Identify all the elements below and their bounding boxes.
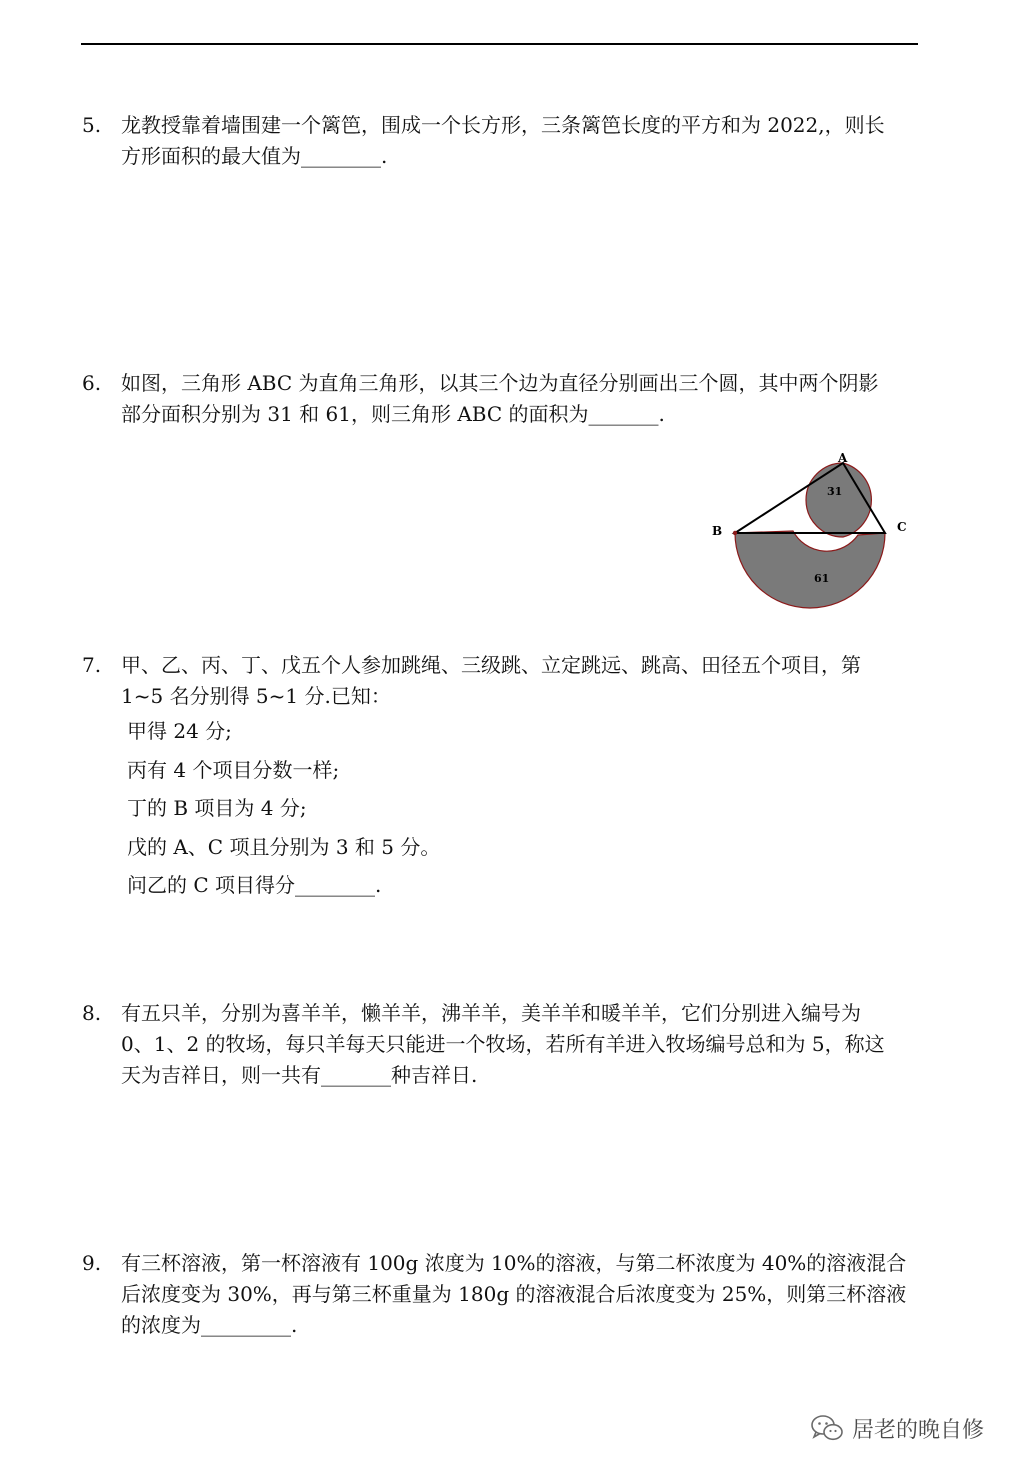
question-number: 9.: [82, 1251, 102, 1275]
condition-line: 甲得 24 分;: [127, 719, 232, 743]
question-7: [82, 650, 918, 905]
vertex-label-c: C: [897, 520, 907, 534]
watermark: [810, 1410, 984, 1446]
condition-line: 丙有 4 个项目分数一样;: [127, 757, 340, 782]
question-text: [121, 1248, 918, 1341]
question-number: 8.: [82, 1001, 102, 1025]
question-line: 部分面积分别为 31 和 61，则三角形 ABC 的面积为_______.: [121, 402, 665, 426]
vertex-label-b: B: [712, 524, 723, 538]
watermark-text: 居老的晚自修: [852, 1417, 985, 1443]
question-line: 的浓度为_________.: [121, 1313, 298, 1337]
question-line: 有三杯溶液，第一杯溶液有 100g 浓度为 10%的溶液，与第二杯浓度为 40%的溶液混合: [121, 1251, 907, 1275]
question-line: 0、1、2 的牧场，每只羊每天只能进一个牧场，若所有羊进入牧场编号总和为 5，称这: [121, 1032, 885, 1056]
question-line: 有五只羊，分别为喜羊羊，懒羊羊，沸羊羊，美羊羊和暖羊羊，它们分别进入编号为: [121, 1001, 861, 1025]
question-line: 甲、乙、丙、丁、戊五个人参加跳绳、三级跳、立定跳远、跳高、田径五个项目，第: [121, 653, 861, 677]
question-text: [121, 998, 918, 1091]
question-6: [82, 368, 918, 430]
question-text: [121, 368, 918, 430]
triangle-circles-figure: [700, 448, 920, 613]
question-text: [121, 650, 918, 905]
shaded-region-61: [735, 531, 885, 608]
wechat-icon: [810, 1414, 844, 1442]
question-line: 后浓度变为 30%，再与第三杯重量为 180g 的溶液混合后浓度变为 25%，则第三杯溶液: [121, 1282, 907, 1306]
question-9: [82, 1248, 918, 1341]
question-line: 方形面积的最大值为________.: [121, 144, 388, 168]
shaded-region-31: [806, 463, 871, 537]
vertex-label-a: A: [838, 451, 848, 465]
region-label-31: 31: [827, 485, 843, 498]
question-line: 如图，三角形 ABC 为直角三角形，以其三个边为直径分别画出三个圆，其中两个阴影: [121, 371, 879, 395]
condition-line: 问乙的 C 项目得分________.: [127, 873, 382, 897]
header-rule: [81, 43, 918, 45]
question-8: [82, 998, 918, 1091]
question-line: 1~5 名分别得 5~1 分.已知：: [121, 684, 391, 708]
question-number: 6.: [82, 371, 102, 395]
question-text: [121, 110, 918, 172]
question-5: [82, 110, 918, 172]
vertex-b-dot: [733, 531, 737, 535]
region-label-61: 61: [814, 572, 830, 585]
question-number: 7.: [82, 653, 102, 677]
question-line: 天为吉祥日，则一共有_______种吉祥日.: [121, 1063, 478, 1087]
condition-line: 丁的 B 项目为 4 分;: [127, 796, 307, 820]
condition-line: 戊的 A、C 项且分别为 3 和 5 分。: [127, 834, 441, 859]
question-line: 龙教授靠着墙围建一个篱笆，围成一个长方形，三条篱笆长度的平方和为 2022,，则长: [121, 113, 885, 137]
question-number: 5.: [82, 113, 102, 137]
